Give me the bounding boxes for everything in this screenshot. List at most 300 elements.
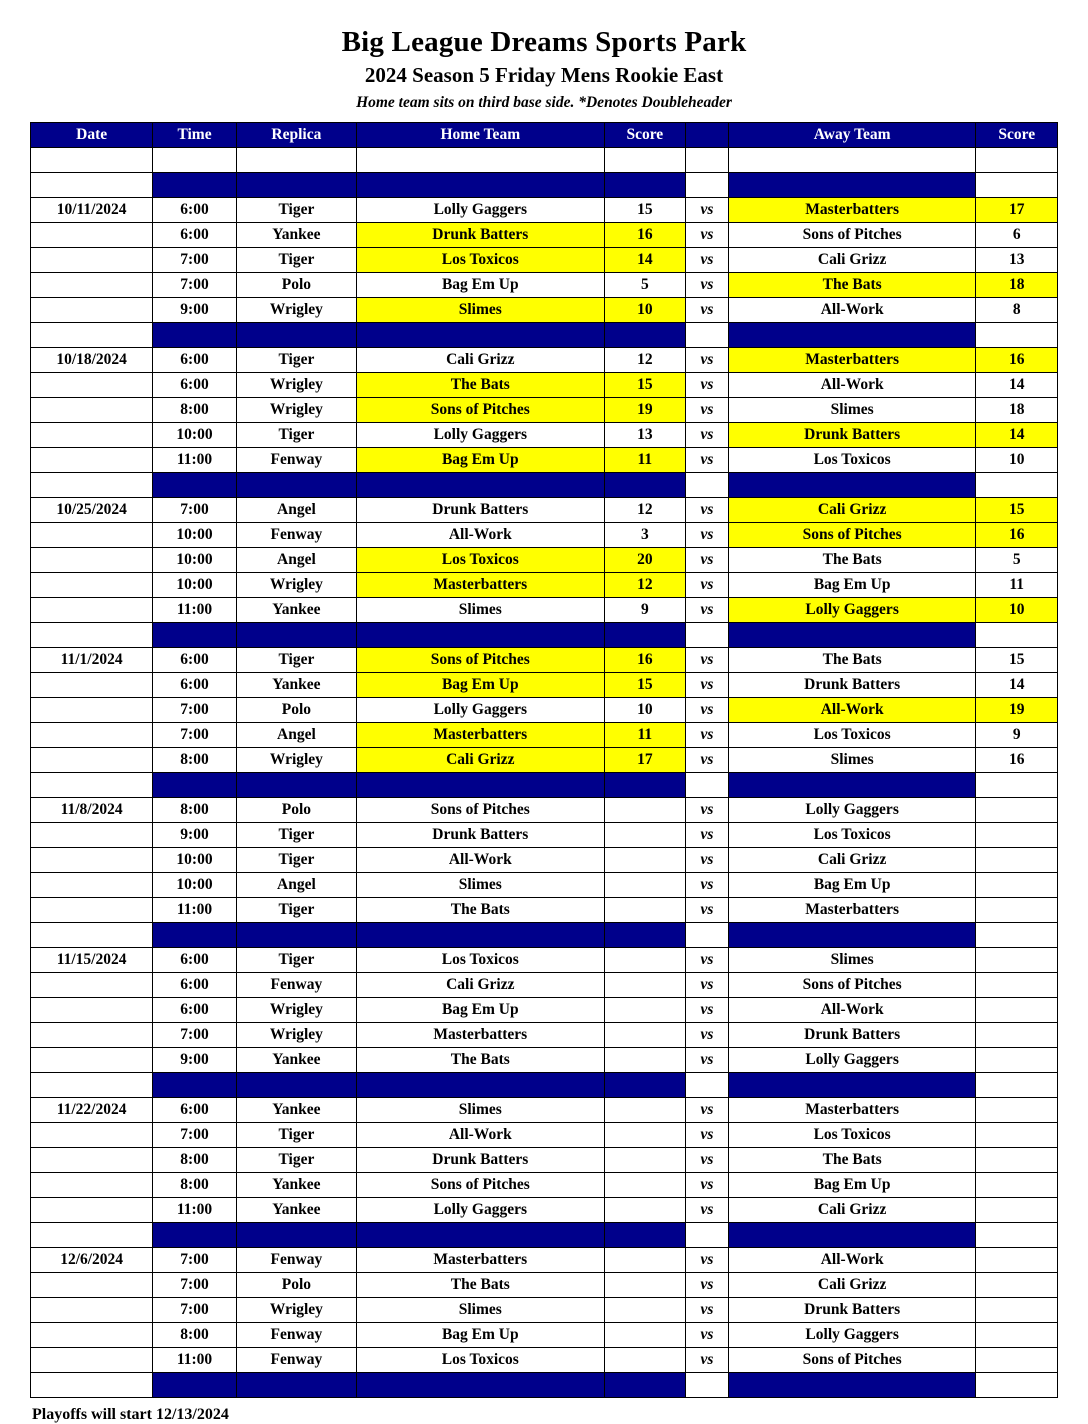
cell-vs: vs [686,498,729,523]
group-divider-cell [686,1073,729,1098]
cell-replica: Polo [236,1273,356,1298]
cell-home-team: Lolly Gaggers [357,1198,605,1223]
group-divider-cell [976,173,1058,198]
cell-date [31,898,153,923]
group-divider-cell [604,773,686,798]
group-divider-cell [604,473,686,498]
cell-home-score: 10 [604,698,686,723]
cell-home-score [604,1023,686,1048]
cell-home-team: Cali Grizz [357,348,605,373]
cell-date: 11/15/2024 [31,948,153,973]
group-divider-cell [604,1073,686,1098]
group-divider-cell [236,473,356,498]
cell-home-team: The Bats [357,1273,605,1298]
cell-replica: Wrigley [236,573,356,598]
cell-date [31,723,153,748]
cell-date [31,298,153,323]
cell-time: 7:00 [153,1123,237,1148]
cell-away-team: Slimes [728,398,976,423]
cell-date [31,398,153,423]
cell-vs: vs [686,1323,729,1348]
cell-away-score [976,1348,1058,1373]
cell-away-score: 14 [976,373,1058,398]
cell-replica: Yankee [236,1198,356,1223]
cell-vs: vs [686,823,729,848]
page-note: Home team sits on third base side. *Denotes Doubleheader [356,94,732,112]
group-divider-row [31,173,1058,198]
cell-away-team: Slimes [728,748,976,773]
cell-date [31,273,153,298]
cell-away-score: 9 [976,723,1058,748]
cell-away-team: Masterbatters [728,348,976,373]
cell-time: 11:00 [153,1348,237,1373]
group-divider-cell [976,1073,1058,1098]
column-header-time: Time [153,123,237,148]
cell-home-team: Drunk Batters [357,1148,605,1173]
cell-date [31,1298,153,1323]
spacer-cell [686,148,729,173]
group-divider-cell [153,773,237,798]
cell-time: 10:00 [153,548,237,573]
cell-vs: vs [686,448,729,473]
cell-time: 6:00 [153,1098,237,1123]
cell-replica: Tiger [236,348,356,373]
table-row [31,548,1058,573]
group-divider-cell [153,173,237,198]
cell-away-score [976,1023,1058,1048]
group-divider-cell [604,173,686,198]
cell-away-score [976,1048,1058,1073]
cell-away-team: Los Toxicos [728,823,976,848]
group-divider-cell [976,473,1058,498]
cell-time: 9:00 [153,823,237,848]
group-divider-cell [31,1073,153,1098]
table-row [31,948,1058,973]
cell-home-score [604,1248,686,1273]
cell-away-team: Lolly Gaggers [728,798,976,823]
cell-home-score: 13 [604,423,686,448]
cell-replica: Fenway [236,1323,356,1348]
table-row [31,973,1058,998]
cell-away-score: 15 [976,498,1058,523]
cell-vs: vs [686,348,729,373]
cell-replica: Angel [236,548,356,573]
table-row [31,823,1058,848]
cell-home-score: 11 [604,723,686,748]
table-row [31,1048,1058,1073]
table-row [31,748,1058,773]
cell-vs: vs [686,548,729,573]
cell-replica: Tiger [236,423,356,448]
table-row [31,1298,1058,1323]
cell-home-score [604,973,686,998]
cell-home-team: Cali Grizz [357,748,605,773]
cell-home-score: 20 [604,548,686,573]
cell-vs: vs [686,298,729,323]
cell-vs: vs [686,1198,729,1223]
group-divider-cell [357,173,605,198]
cell-date [31,373,153,398]
cell-home-team: All-Work [357,1123,605,1148]
group-divider-cell [728,1223,976,1248]
cell-time: 7:00 [153,1273,237,1298]
spacer-cell [728,148,976,173]
group-divider-cell [357,473,605,498]
table-row [31,673,1058,698]
group-divider-cell [728,473,976,498]
cell-away-team: Drunk Batters [728,423,976,448]
table-row [31,1273,1058,1298]
group-divider-cell [728,1073,976,1098]
cell-home-score: 15 [604,673,686,698]
cell-time: 11:00 [153,1198,237,1223]
cell-date [31,598,153,623]
cell-home-score [604,1173,686,1198]
cell-replica: Tiger [236,848,356,873]
table-row [31,1348,1058,1373]
group-divider-cell [153,1073,237,1098]
table-row [31,998,1058,1023]
cell-replica: Wrigley [236,748,356,773]
group-divider-cell [728,1373,976,1398]
cell-home-score [604,898,686,923]
cell-time: 6:00 [153,373,237,398]
cell-time: 6:00 [153,648,237,673]
group-divider-cell [728,923,976,948]
cell-home-team: Sons of Pitches [357,798,605,823]
group-divider-cell [357,1073,605,1098]
cell-time: 8:00 [153,798,237,823]
group-divider-cell [686,473,729,498]
group-divider-cell [153,473,237,498]
cell-vs: vs [686,673,729,698]
group-divider-cell [236,623,356,648]
cell-home-score: 9 [604,598,686,623]
cell-date: 12/6/2024 [31,1248,153,1273]
cell-away-score: 16 [976,348,1058,373]
cell-date [31,248,153,273]
cell-time: 6:00 [153,998,237,1023]
cell-home-team: Sons of Pitches [357,648,605,673]
cell-away-team: Los Toxicos [728,448,976,473]
cell-time: 8:00 [153,1323,237,1348]
table-header-row [31,123,1058,148]
cell-replica: Fenway [236,448,356,473]
cell-time: 9:00 [153,1048,237,1073]
cell-time: 6:00 [153,348,237,373]
group-divider-cell [236,1223,356,1248]
group-divider-cell [357,1223,605,1248]
group-divider-cell [357,923,605,948]
cell-home-score: 19 [604,398,686,423]
cell-away-team: Lolly Gaggers [728,1323,976,1348]
group-divider-cell [31,623,153,648]
cell-replica: Polo [236,273,356,298]
group-divider-cell [604,923,686,948]
cell-vs: vs [686,1148,729,1173]
table-row [31,348,1058,373]
cell-away-team: Los Toxicos [728,723,976,748]
cell-away-team: Drunk Batters [728,1023,976,1048]
cell-home-team: Lolly Gaggers [357,423,605,448]
table-row [31,373,1058,398]
cell-away-team: Cali Grizz [728,1198,976,1223]
group-divider-cell [153,323,237,348]
cell-time: 7:00 [153,723,237,748]
cell-away-score [976,823,1058,848]
cell-time: 11:00 [153,448,237,473]
cell-vs: vs [686,848,729,873]
cell-away-score [976,973,1058,998]
table-row [31,848,1058,873]
cell-away-score [976,1248,1058,1273]
cell-replica: Polo [236,698,356,723]
table-row [31,398,1058,423]
page-subtitle: 2024 Season 5 Friday Mens Rookie East [364,63,724,88]
group-divider-cell [728,323,976,348]
column-header-replica: Replica [236,123,356,148]
cell-replica: Tiger [236,1123,356,1148]
cell-replica: Yankee [236,1173,356,1198]
cell-home-score: 10 [604,298,686,323]
cell-vs: vs [686,398,729,423]
cell-vs: vs [686,1098,729,1123]
cell-away-team: Drunk Batters [728,673,976,698]
cell-away-score: 18 [976,273,1058,298]
table-row [31,1098,1058,1123]
cell-away-team: Sons of Pitches [728,973,976,998]
cell-away-score [976,848,1058,873]
cell-away-team: Sons of Pitches [728,523,976,548]
cell-vs: vs [686,973,729,998]
group-divider-cell [357,623,605,648]
cell-date [31,573,153,598]
cell-home-score [604,1298,686,1323]
cell-replica: Fenway [236,973,356,998]
cell-vs: vs [686,1173,729,1198]
cell-home-team: Masterbatters [357,1023,605,1048]
spacer-cell [357,148,605,173]
cell-home-score [604,848,686,873]
cell-away-team: Sons of Pitches [728,223,976,248]
cell-replica: Yankee [236,1098,356,1123]
cell-home-team: The Bats [357,1048,605,1073]
column-header-home-score: Score [604,123,686,148]
cell-vs: vs [686,948,729,973]
cell-date [31,1023,153,1048]
cell-replica: Tiger [236,198,356,223]
cell-time: 10:00 [153,573,237,598]
cell-away-team: Drunk Batters [728,1298,976,1323]
group-divider-row [31,773,1058,798]
cell-home-score [604,1123,686,1148]
group-divider-cell [31,1223,153,1248]
group-divider-cell [236,1073,356,1098]
cell-away-score: 6 [976,223,1058,248]
cell-away-score: 14 [976,673,1058,698]
spacer-cell [31,148,153,173]
cell-home-team: Drunk Batters [357,823,605,848]
cell-away-score [976,798,1058,823]
cell-home-score [604,998,686,1023]
table-row [31,523,1058,548]
cell-away-score: 17 [976,198,1058,223]
cell-date [31,1048,153,1073]
cell-vs: vs [686,648,729,673]
cell-away-team: The Bats [728,273,976,298]
cell-time: 6:00 [153,223,237,248]
cell-replica: Angel [236,723,356,748]
cell-home-team: All-Work [357,523,605,548]
cell-date [31,523,153,548]
cell-away-team: Cali Grizz [728,248,976,273]
cell-home-team: Lolly Gaggers [357,198,605,223]
group-divider-row [31,473,1058,498]
group-divider-row [31,1073,1058,1098]
cell-replica: Wrigley [236,1298,356,1323]
cell-vs: vs [686,273,729,298]
cell-away-team: Cali Grizz [728,1273,976,1298]
cell-home-team: Masterbatters [357,573,605,598]
cell-vs: vs [686,598,729,623]
cell-replica: Tiger [236,948,356,973]
table-row [31,798,1058,823]
table-row [31,298,1058,323]
group-divider-row [31,1373,1058,1398]
group-divider-row [31,623,1058,648]
cell-date [31,973,153,998]
cell-date [31,848,153,873]
schedule-table [30,122,1058,1398]
cell-home-team: Slimes [357,298,605,323]
cell-date [31,698,153,723]
cell-vs: vs [686,423,729,448]
cell-away-team: Masterbatters [728,198,976,223]
cell-vs: vs [686,1348,729,1373]
cell-time: 10:00 [153,873,237,898]
cell-date [31,448,153,473]
cell-home-score [604,873,686,898]
cell-away-team: Slimes [728,948,976,973]
column-header-vs [686,123,729,148]
cell-away-score: 13 [976,248,1058,273]
group-divider-cell [604,623,686,648]
group-divider-cell [31,323,153,348]
cell-away-score: 5 [976,548,1058,573]
cell-away-team: Bag Em Up [728,873,976,898]
cell-time: 7:00 [153,498,237,523]
table-row [31,273,1058,298]
cell-home-team: Bag Em Up [357,273,605,298]
cell-replica: Wrigley [236,398,356,423]
group-divider-cell [31,923,153,948]
table-row [31,198,1058,223]
cell-home-team: Drunk Batters [357,498,605,523]
table-row [31,1023,1058,1048]
table-row [31,698,1058,723]
table-row [31,248,1058,273]
table-row [31,448,1058,473]
cell-replica: Fenway [236,523,356,548]
cell-away-team: All-Work [728,1248,976,1273]
cell-home-score [604,1048,686,1073]
table-row [31,223,1058,248]
cell-date: 10/11/2024 [31,198,153,223]
cell-home-team: Bag Em Up [357,448,605,473]
cell-home-team: Sons of Pitches [357,398,605,423]
cell-replica: Polo [236,798,356,823]
cell-time: 7:00 [153,698,237,723]
group-divider-cell [976,1373,1058,1398]
group-divider-cell [976,323,1058,348]
cell-away-team: All-Work [728,698,976,723]
group-divider-cell [604,323,686,348]
cell-home-team: Sons of Pitches [357,1173,605,1198]
cell-replica: Wrigley [236,998,356,1023]
group-divider-cell [686,323,729,348]
cell-away-score [976,1173,1058,1198]
cell-replica: Wrigley [236,1023,356,1048]
cell-time: 8:00 [153,1148,237,1173]
cell-away-score [976,1148,1058,1173]
cell-time: 7:00 [153,1298,237,1323]
cell-home-score [604,1323,686,1348]
cell-home-team: Los Toxicos [357,548,605,573]
table-row [31,648,1058,673]
cell-home-team: Drunk Batters [357,223,605,248]
cell-vs: vs [686,248,729,273]
cell-date [31,1198,153,1223]
group-divider-cell [357,1373,605,1398]
group-divider-row [31,323,1058,348]
group-divider-cell [604,1373,686,1398]
cell-home-team: Los Toxicos [357,248,605,273]
spacer-cell [604,148,686,173]
group-divider-cell [357,323,605,348]
cell-time: 8:00 [153,1173,237,1198]
cell-away-score: 10 [976,448,1058,473]
cell-away-team: Cali Grizz [728,848,976,873]
cell-vs: vs [686,898,729,923]
cell-home-team: Slimes [357,1098,605,1123]
cell-date [31,423,153,448]
group-divider-cell [357,773,605,798]
cell-replica: Tiger [236,823,356,848]
cell-date: 10/25/2024 [31,498,153,523]
cell-home-score: 15 [604,373,686,398]
cell-date [31,823,153,848]
cell-home-team: The Bats [357,373,605,398]
spacer-row [31,148,1058,173]
group-divider-cell [236,923,356,948]
cell-vs: vs [686,198,729,223]
cell-home-score: 15 [604,198,686,223]
table-row [31,1323,1058,1348]
cell-time: 6:00 [153,948,237,973]
cell-time: 7:00 [153,248,237,273]
cell-home-score: 16 [604,648,686,673]
cell-away-team: All-Work [728,998,976,1023]
cell-date [31,1348,153,1373]
cell-replica: Fenway [236,1348,356,1373]
cell-vs: vs [686,223,729,248]
cell-time: 11:00 [153,898,237,923]
cell-date [31,673,153,698]
cell-vs: vs [686,1298,729,1323]
cell-replica: Fenway [236,1248,356,1273]
group-divider-cell [686,623,729,648]
cell-away-team: Bag Em Up [728,1173,976,1198]
